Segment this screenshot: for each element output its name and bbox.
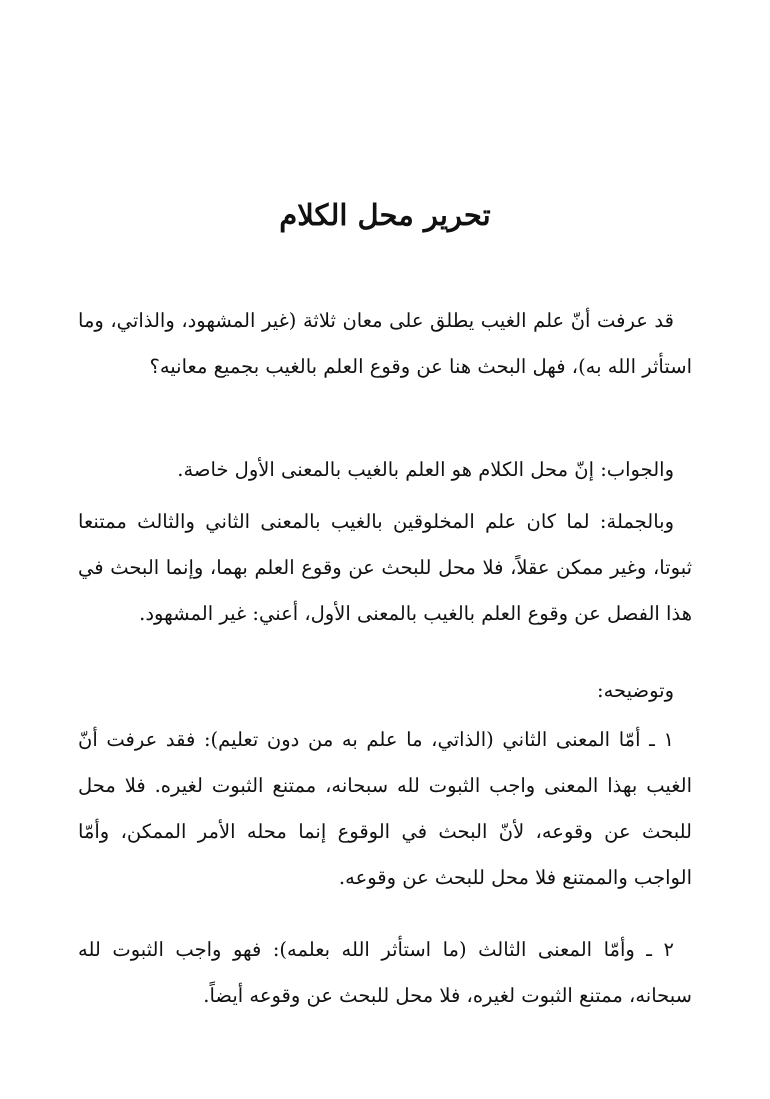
paragraph-intro: قد عرفت أنّ علم الغيب يطلق على معان ثلاثة (غير المشهود، والذاتي، وما استأثر الله به)، فهل البحث هنا عن وقوع العلم بالغيب بجميع معانيه؟ <box>78 309 692 378</box>
paragraph-summary: وبالجملة: لما كان علم المخلوقين بالغيب بالمعنى الثاني والثالث ممتنعا ثبوتا، وغير ممكن عقلاً، فلا محل للبحث عن وقوع العلم بهما، وإنما البحث في هذا الفصل عن وقوع العلم بالغيب بالمعنى الأول، أعني: غير المشهود. <box>78 510 692 625</box>
paragraph-point-1: ١ ـ أمّا المعنى الثاني (الذاتي، ما علم به من دون تعليم): فقد عرفت أنّ الغيب بهذا المعنى واجب الثبوت لله سبحانه، ممتنع الثبوت لغيره. فلا محل للبحث عن وقوعه، لأنّ البحث في الوقوع إنما محله الأمر الممكن، وأمّا الواجب والممتنع فلا محل للبحث عن وقوعه. <box>78 728 692 889</box>
paragraph-point-2: ٢ ـ وأمّا المعنى الثالث (ما استأثر الله بعلمه): فهو واجب الثبوت لله سبحانه، ممتنع الثبوت لغيره، فلا محل للبحث عن وقوعه أيضاً. <box>78 938 692 1007</box>
section-title: تحرير محل الكلام <box>279 198 491 232</box>
paragraph-explanation-heading: وتوضيحه: <box>597 679 674 702</box>
paragraph-answer: والجواب: إنّ محل الكلام هو العلم بالغيب بالمعنى الأول خاصة. <box>177 458 674 481</box>
